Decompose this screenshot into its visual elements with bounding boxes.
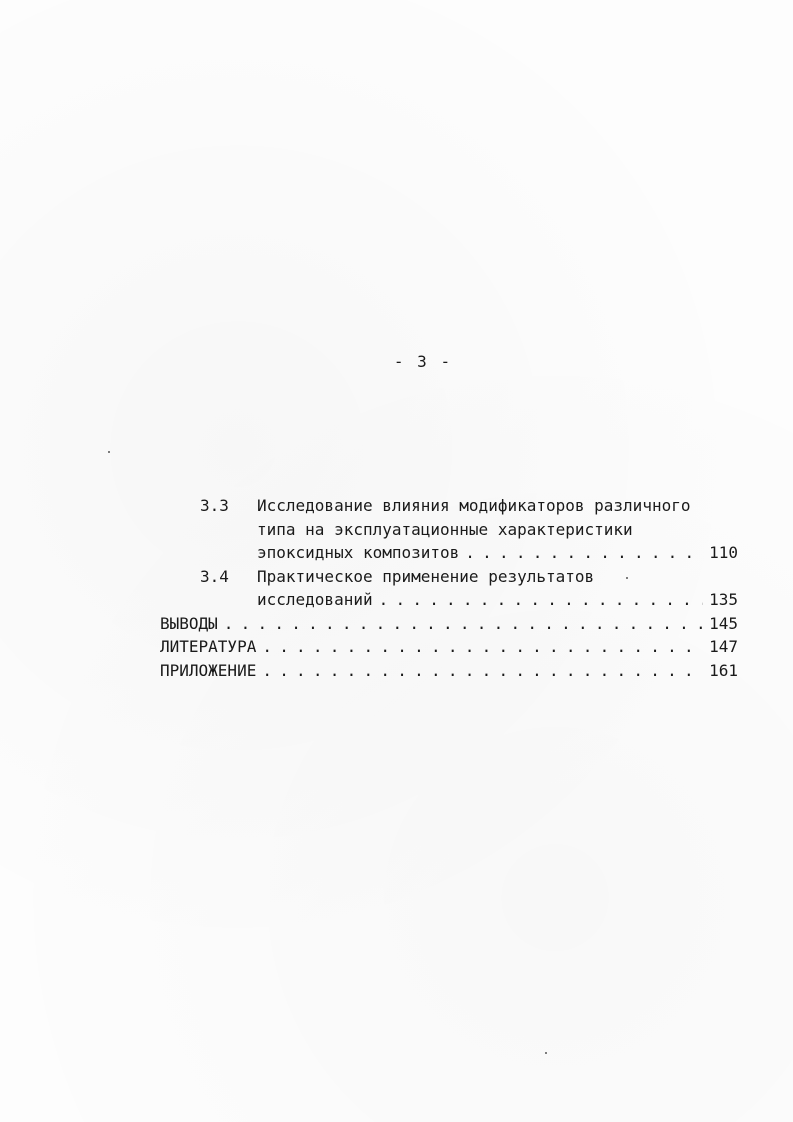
toc-entry-page: 145 — [709, 613, 738, 633]
toc-entry-text: Практическое применение результатов — [257, 566, 595, 586]
toc-entry-line — [160, 635, 738, 659]
dot-leader — [379, 588, 704, 612]
toc-entry-line — [160, 494, 738, 518]
toc-entry-text: ВЫВОДЫ — [160, 613, 218, 633]
toc-entry-line — [160, 659, 738, 683]
scan-speck — [108, 451, 110, 453]
toc-entry-line — [160, 588, 738, 612]
toc-entry-number: 3.4 — [200, 566, 229, 586]
scan-speck — [545, 1052, 547, 1054]
toc-entry-text: Исследование влияния модификаторов различного — [257, 496, 691, 515]
toc-entry-page: 161 — [709, 660, 738, 680]
toc-entry-line — [160, 565, 738, 589]
toc-entry-text: ЛИТЕРАТУРА — [160, 637, 257, 656]
table-of-contents — [160, 494, 738, 682]
page-number: - 3 - — [393, 352, 453, 371]
toc-entry-text: ПРИЛОЖЕНИЕ — [160, 660, 257, 680]
dot-leader — [262, 635, 703, 659]
toc-entry-text: типа на эксплуатационные характеристики — [257, 519, 633, 539]
toc-entry-number: 3.3 — [200, 496, 229, 515]
dot-leader — [262, 659, 703, 683]
toc-entry-page: 147 — [709, 637, 738, 656]
toc-entry-text: исследований — [257, 590, 373, 609]
toc-entry-page: 110 — [709, 543, 738, 562]
toc-entry-page: 135 — [709, 590, 738, 609]
scan-speck — [626, 577, 628, 579]
toc-entry-line — [160, 518, 738, 542]
dot-leader — [465, 541, 703, 565]
toc-entry-text: эпоксидных композитов — [257, 543, 460, 562]
toc-entry-line — [160, 541, 738, 565]
dot-leader — [224, 612, 703, 636]
toc-entry-line — [160, 612, 738, 636]
